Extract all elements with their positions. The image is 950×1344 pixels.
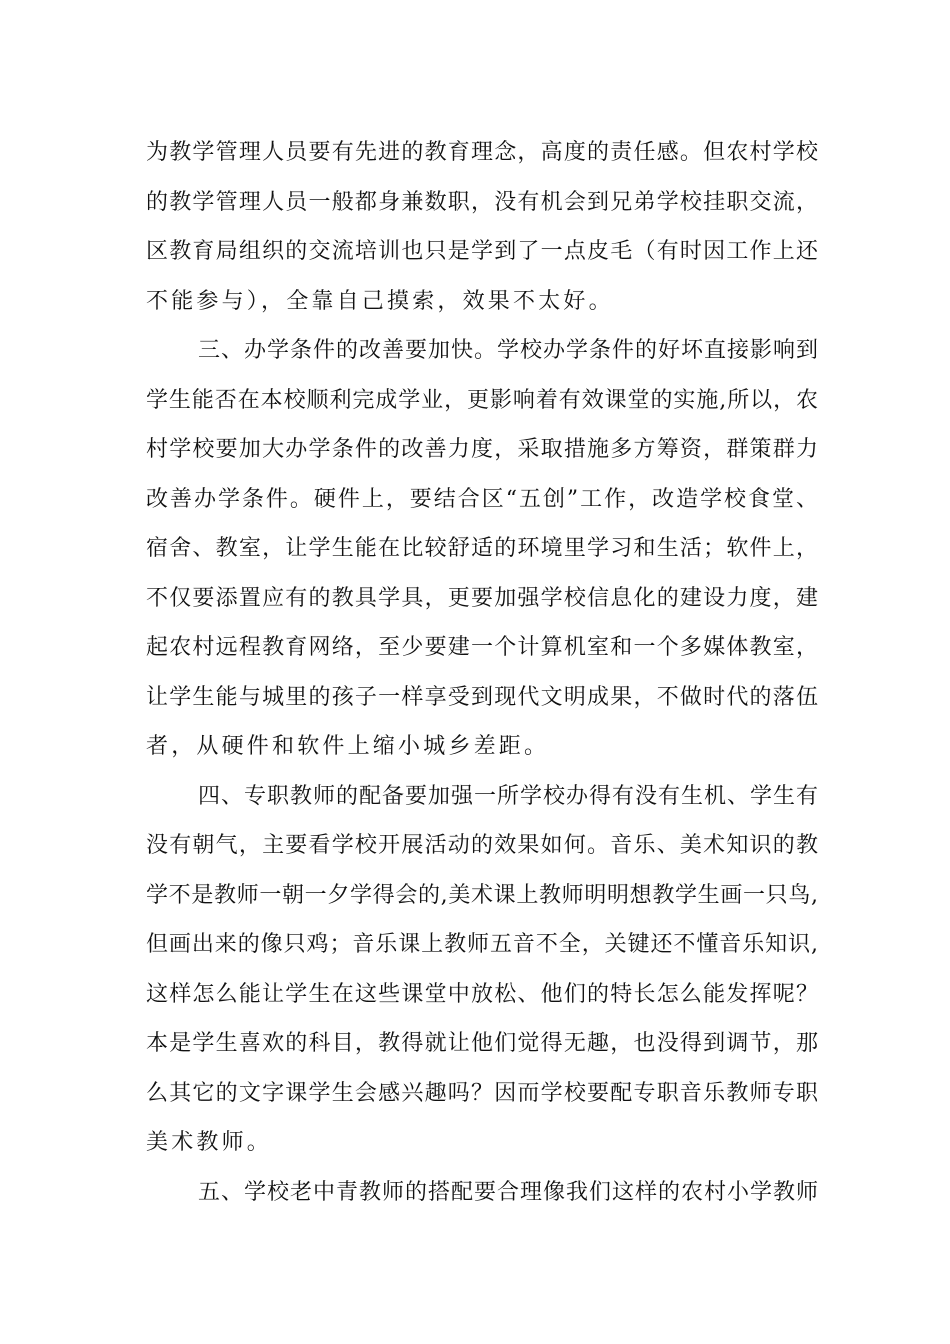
paragraph-first-line: 五、学校老中青教师的搭配要合理像我们这样的农村小学教师	[198, 1179, 818, 1205]
text-line: 村学校要加大办学条件的改善力度，采取措施多方筹资，群策群力	[146, 437, 818, 462]
text-line: 这样怎么能让学生在这些课堂中放松、他们的特长怎么能发挥呢？	[146, 981, 818, 1007]
text-line: 么其它的文字课学生会感兴趣吗？因而学校要配专职音乐教师专职	[146, 1080, 818, 1106]
text-line: 不仅要添置应有的教具学具，更要加强学校信息化的建设力度，建	[146, 585, 818, 611]
text-line: 学生能否在本校顺利完成学业，更影响着有效课堂的实施,所以，农	[146, 387, 818, 413]
document-body	[146, 128, 818, 1217]
text-line: 让学生能与城里的孩子一样享受到现代文明成果，不做时代的落伍	[146, 684, 818, 710]
text-line: 学不是教师一朝一夕学得会的,美术课上教师明明想教学生画一只鸟,	[146, 882, 818, 908]
text-line: 美术教师。	[146, 1130, 273, 1155]
text-line: 但画出来的像只鸡；音乐课上教师五音不全，关键还不懂音乐知识,	[146, 932, 818, 957]
text-line: 改善办学条件。硬件上，要结合区“五创”工作，改造学校食堂、	[146, 486, 818, 512]
text-line: 没有朝气，主要看学校开展活动的效果如何。音乐、美术知识的教	[146, 833, 818, 858]
text-line: 者，从硬件和软件上缩小城乡差距。	[146, 734, 550, 759]
text-line: 起农村远程教育网络，至少要建一个计算机室和一个多媒体教室，	[146, 635, 818, 660]
text-line: 本是学生喜欢的科目，教得就让他们觉得无趣，也没得到调节，那	[146, 1031, 818, 1056]
paragraph-first-line: 三、办学条件的改善要加快。学校办学条件的好坏直接影响到	[198, 338, 818, 363]
text-line: 区教育局组织的交流培训也只是学到了一点皮毛（有时因工作上还	[146, 239, 818, 264]
text-line: 不能参与），全靠自己摸索，效果不太好。	[146, 288, 614, 314]
text-line: 为教学管理人员要有先进的教育理念，高度的责任感。但农村学校	[146, 140, 818, 165]
paragraph-first-line: 四、专职教师的配备要加强一所学校办得有没有生机、学生有	[198, 783, 818, 809]
text-line: 宿舍、教室，让学生能在比较舒适的环境里学习和生活；软件上，	[146, 536, 818, 561]
text-line: 的教学管理人员一般都身兼数职，没有机会到兄弟学校挂职交流，	[146, 189, 818, 215]
